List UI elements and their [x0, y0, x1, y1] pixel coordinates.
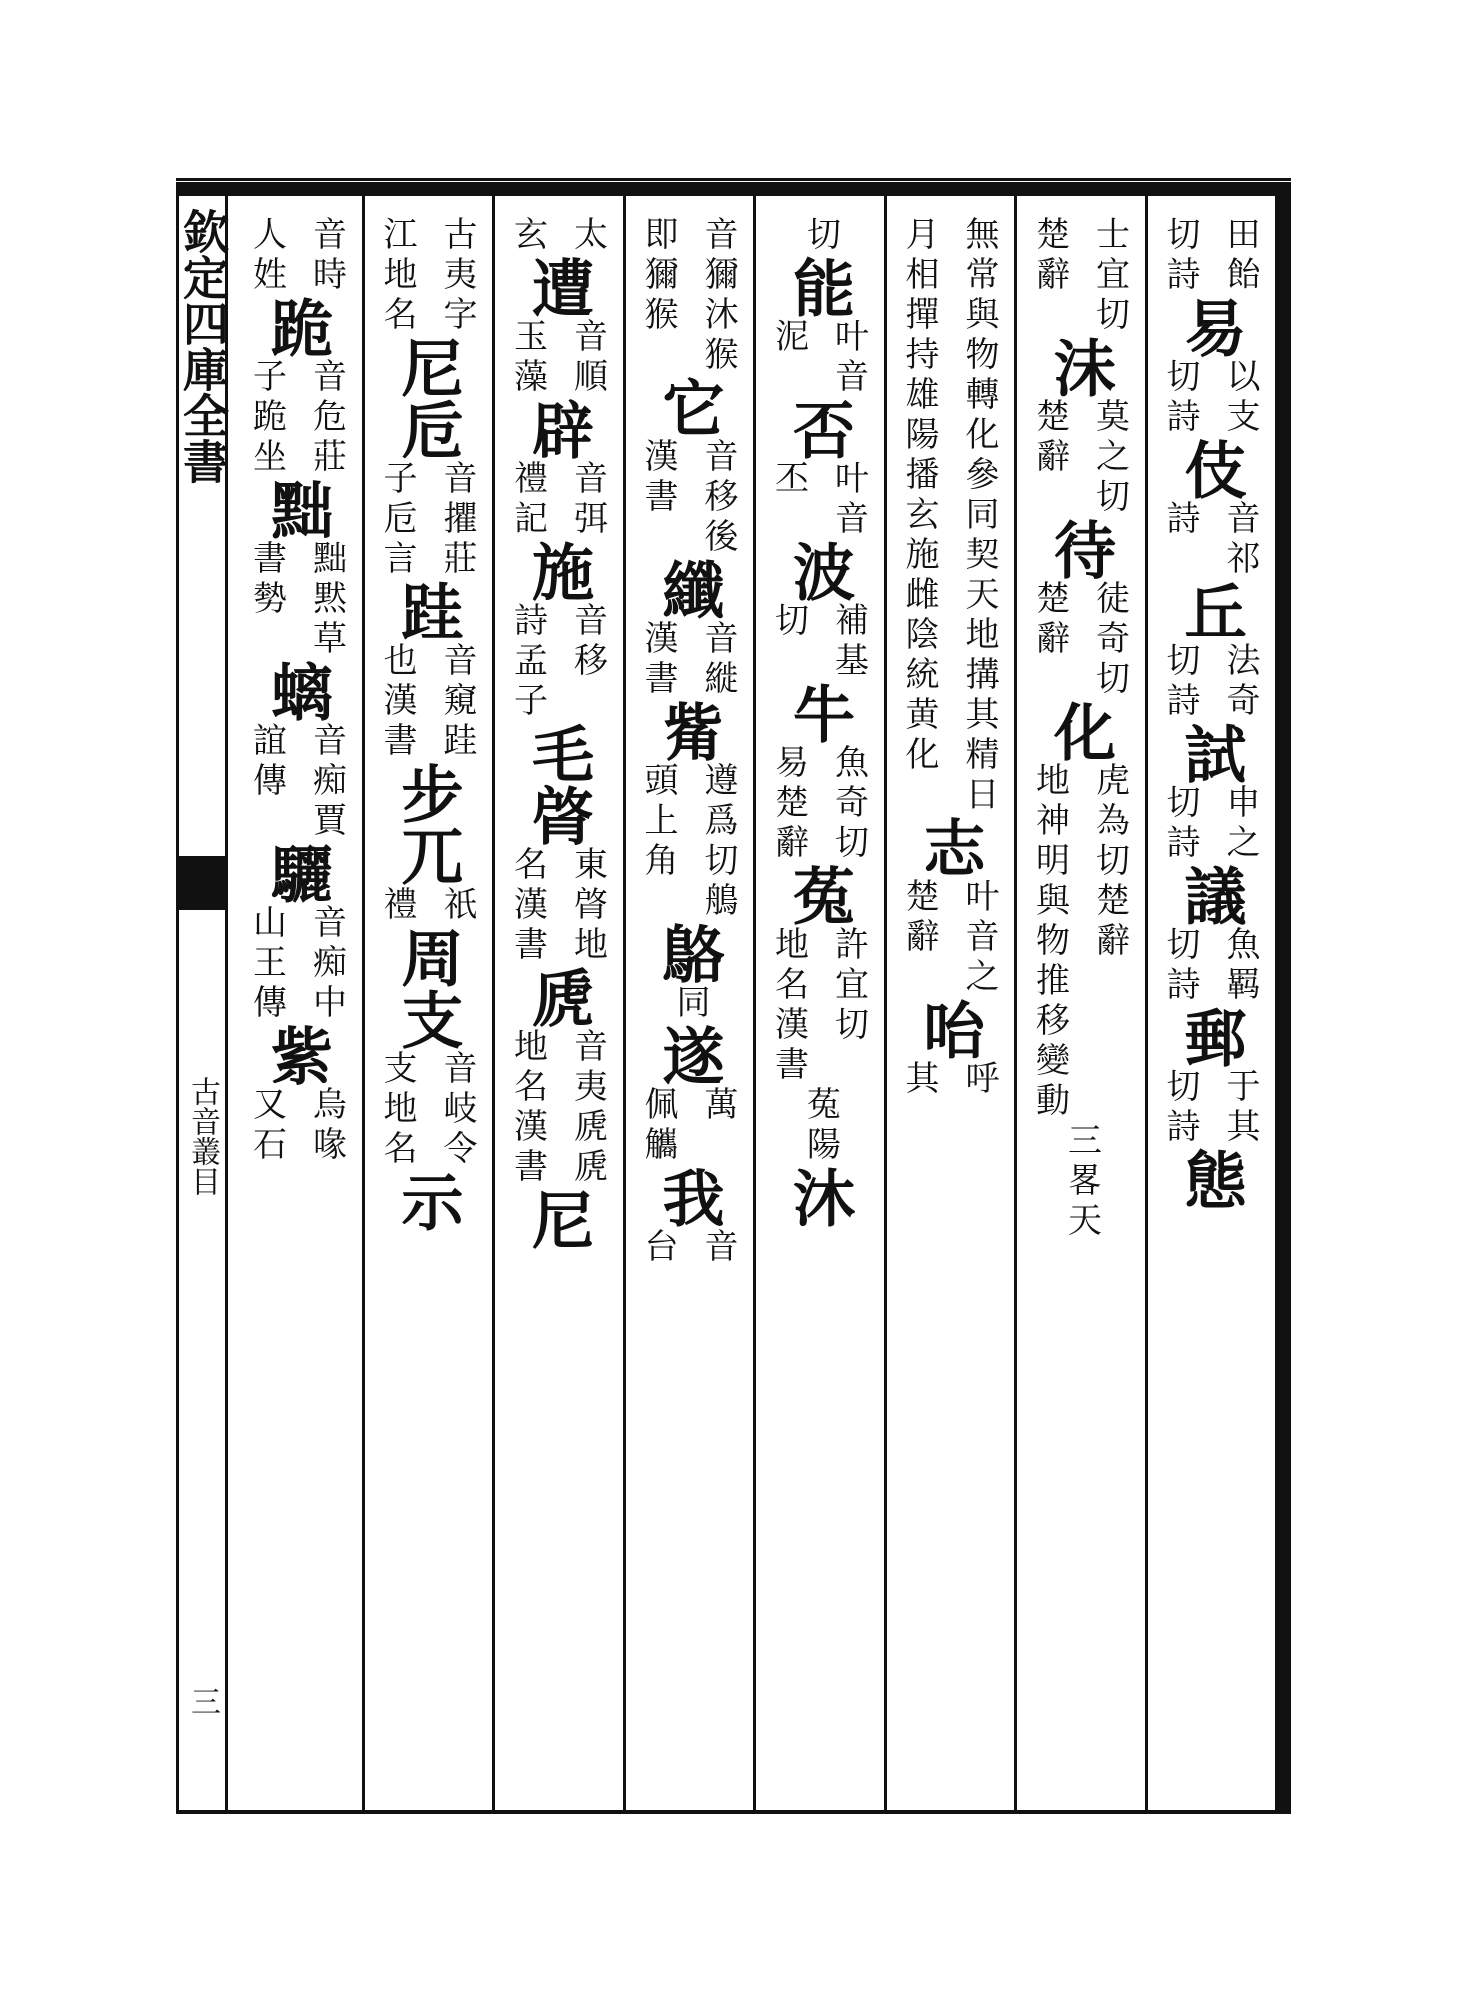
head-character: 虒	[521, 966, 595, 1028]
head-character: 觜	[652, 700, 725, 762]
annotation-pair	[761, 602, 877, 682]
column-content	[1019, 216, 1141, 1796]
head-character: 否	[782, 398, 856, 460]
annotation-right: 申之	[1220, 784, 1260, 864]
head-character: 態	[1174, 1148, 1247, 1210]
head-character: 跬	[391, 580, 464, 642]
annotation-pair	[369, 216, 485, 336]
head-character: 纖	[652, 558, 725, 620]
head-character: 沬	[1043, 336, 1117, 398]
annotation-right: 三畧天	[1061, 1122, 1102, 1242]
top-rule	[176, 178, 1291, 181]
text-column	[492, 196, 623, 1810]
annotation-pair	[630, 1086, 746, 1166]
annotation-pair	[239, 540, 355, 660]
annotation-right: 呼	[959, 1060, 999, 1100]
annotation-pair	[630, 762, 746, 922]
annotation-left: 玉藻	[507, 318, 548, 398]
annotation-left: 書勢	[246, 540, 287, 620]
annotation-right: 魚羁	[1220, 926, 1260, 1006]
fish-tail-mark	[176, 856, 228, 906]
head-character: 試	[1174, 722, 1247, 784]
annotation-left: 子卮言	[377, 460, 417, 580]
annotation-pair	[630, 216, 746, 376]
annotation-pair	[1050, 1122, 1110, 1242]
annotation-left: 易楚辭	[768, 744, 809, 864]
head-character: 黜	[260, 478, 334, 540]
page-margin-strip	[176, 196, 228, 1810]
annotation-left: 名漢書	[507, 846, 548, 966]
annotation-pair	[891, 216, 1007, 816]
annotation-right: 莫之切	[1089, 398, 1130, 518]
annotation-left: 山王傳	[246, 904, 287, 1024]
page-number: 三	[185, 1686, 220, 1716]
annotation-right: 音獮沐猴	[698, 216, 738, 376]
column-content	[888, 216, 1010, 1796]
annotation-left: 切詩	[1160, 642, 1200, 722]
annotation-left: 詩	[1160, 500, 1200, 540]
annotation-pair	[1152, 500, 1268, 580]
annotation-pair	[1152, 784, 1268, 864]
annotation-pair	[239, 904, 355, 1024]
annotation-right: 音移	[567, 602, 608, 682]
head-character: 螭	[260, 660, 334, 722]
annotation-right: 士宜切	[1089, 216, 1130, 336]
annotation-left: 切詩	[1160, 926, 1200, 1006]
annotation-pair	[630, 620, 746, 700]
text-column	[362, 196, 493, 1810]
annotation-pair	[369, 642, 485, 762]
fish-tail-rule	[176, 906, 228, 910]
annotation-pair	[630, 1228, 746, 1268]
annotation-pair	[500, 318, 616, 398]
head-character: 施	[521, 540, 595, 602]
annotation-right: 音祁	[1220, 500, 1260, 580]
annotation-left: 地名漢書	[768, 926, 809, 1086]
head-character: 䏿	[521, 784, 595, 846]
annotation-right: 音痴中	[306, 904, 347, 1024]
annotation-right: 古夷字	[437, 216, 477, 336]
annotation-left: 禮記	[507, 460, 548, 540]
annotation-pair	[761, 744, 877, 864]
annotation-left: 丕	[768, 460, 809, 500]
text-columns	[231, 196, 1275, 1810]
column-content	[366, 216, 488, 1796]
annotation-left: 楚辭	[899, 878, 939, 958]
text-column	[231, 196, 362, 1810]
annotation-right: 虎為切楚辭	[1089, 762, 1130, 962]
annotation-pair	[239, 358, 355, 478]
column-content	[236, 216, 358, 1796]
head-character: 我	[652, 1166, 725, 1228]
annotation-right: 菟陽	[800, 1086, 841, 1166]
head-character: 菟	[782, 864, 856, 926]
head-character: 紫	[260, 1024, 334, 1086]
annotation-right: 于其	[1220, 1068, 1260, 1148]
annotation-pair	[1152, 358, 1268, 438]
annotation-right: 音夷虒虒	[567, 1028, 608, 1188]
annotation-pair	[789, 216, 849, 256]
annotation-pair	[500, 460, 616, 540]
annotation-right: 同	[670, 984, 710, 1024]
annotation-pair	[239, 1086, 355, 1166]
annotation-pair	[1152, 642, 1268, 722]
annotation-left: 又石	[246, 1086, 287, 1166]
annotation-left: 漢書	[638, 438, 678, 518]
head-character: 波	[782, 540, 856, 602]
annotation-left: 泥	[768, 318, 809, 358]
column-content	[758, 216, 880, 1796]
annotation-pair	[761, 926, 877, 1086]
head-character: 遭	[521, 256, 595, 318]
text-column	[884, 196, 1015, 1810]
annotation-pair	[891, 878, 1007, 998]
annotation-right: 叶音之	[959, 878, 999, 998]
annotation-right: 法奇	[1220, 642, 1260, 722]
column-content	[627, 216, 749, 1796]
annotation-pair	[369, 886, 485, 926]
annotation-left: 切詩	[1160, 216, 1200, 296]
annotation-right: 無常與物轉化參同契天地搆其精日	[959, 216, 999, 816]
section-title: 古音叢目	[185, 1076, 220, 1196]
annotation-pair	[500, 846, 616, 966]
head-character: 尼	[391, 336, 464, 398]
annotation-left: 楚辭	[1029, 216, 1070, 296]
annotation-right: 魚奇切	[828, 744, 869, 864]
head-character: 它	[652, 376, 725, 438]
annotation-pair	[789, 1086, 849, 1166]
annotation-right: 音弭	[567, 460, 608, 540]
annotation-pair	[500, 602, 616, 722]
head-character: 化	[1043, 700, 1117, 762]
head-character: 郵	[1174, 1006, 1247, 1068]
annotation-left: 人姓	[246, 216, 287, 296]
head-character: 卮	[391, 398, 464, 460]
annotation-left: 江地名	[377, 216, 417, 336]
head-character: 易	[1174, 296, 1247, 358]
annotation-right: 音	[698, 1228, 738, 1268]
annotation-right: 田飴	[1220, 216, 1260, 296]
head-character: 遂	[652, 1024, 725, 1086]
annotation-right: 補基	[828, 602, 869, 682]
annotation-pair	[1022, 762, 1138, 1122]
head-character: 示	[391, 1170, 464, 1232]
annotation-left: 也漢書	[377, 642, 417, 762]
annotation-pair	[1152, 926, 1268, 1006]
head-character: 議	[1174, 864, 1247, 926]
annotation-right: 音窺跬	[437, 642, 477, 762]
head-character: 丘	[1174, 580, 1247, 642]
annotation-pair	[1152, 1068, 1268, 1148]
annotation-pair	[761, 460, 877, 540]
annotation-right: 音時	[306, 216, 347, 296]
annotation-pair	[761, 318, 877, 398]
annotation-pair	[369, 1050, 485, 1170]
annotation-pair	[1022, 580, 1138, 700]
annotation-pair	[500, 1028, 616, 1188]
annotation-left: 誼傳	[246, 722, 287, 802]
column-content	[1149, 216, 1271, 1796]
annotation-left: 切詩	[1160, 1068, 1200, 1148]
column-content	[497, 216, 619, 1796]
annotation-right: 叶音	[828, 460, 869, 540]
annotation-right: 音危莊	[306, 358, 347, 478]
head-character: 牛	[782, 682, 856, 744]
annotation-left: 玄	[507, 216, 548, 256]
head-character: 咍	[913, 998, 986, 1060]
annotation-left: 月相撣持雄陽播玄施雌陰統黄化	[899, 216, 939, 776]
annotation-right: 切	[800, 216, 841, 256]
annotation-left: 即獮猴	[638, 216, 678, 336]
annotation-right: 遵爲切鵃	[698, 762, 738, 922]
head-character: 兀	[391, 824, 464, 886]
annotation-right: 音㩴莊	[437, 460, 477, 580]
annotation-right: 叶音	[828, 318, 869, 398]
annotation-pair	[239, 722, 355, 842]
annotation-left: 漢書	[638, 620, 678, 700]
annotation-left: 台	[638, 1228, 678, 1268]
annotation-pair	[658, 984, 718, 1024]
annotation-pair	[1152, 216, 1268, 296]
annotation-pair	[500, 216, 616, 256]
annotation-right: 徒奇切	[1089, 580, 1130, 700]
annotation-left: 其	[899, 1060, 939, 1100]
annotation-pair	[239, 216, 355, 296]
annotation-left: 切詩	[1160, 784, 1200, 864]
text-column	[753, 196, 884, 1810]
text-column	[1014, 196, 1145, 1810]
head-character: 跪	[260, 296, 334, 358]
annotation-right: 音痴賈	[306, 722, 347, 842]
head-character: 步	[391, 762, 464, 824]
annotation-left: 楚辭	[1029, 398, 1070, 478]
annotation-pair	[369, 460, 485, 580]
annotation-right: 黜黙草	[306, 540, 347, 660]
annotation-pair	[891, 1060, 1007, 1100]
text-column	[623, 196, 754, 1810]
annotation-right: 萬	[698, 1086, 738, 1126]
annotation-left: 地神明與物推移變動	[1029, 762, 1070, 1122]
head-character: 待	[1043, 518, 1117, 580]
annotation-right: 祇	[437, 886, 477, 926]
annotation-right: 太	[567, 216, 608, 256]
annotation-left: 詩孟子	[507, 602, 548, 722]
annotation-pair	[1022, 398, 1138, 518]
annotation-left: 子跪坐	[246, 358, 287, 478]
head-character: 支	[391, 988, 464, 1050]
head-character: 能	[782, 256, 856, 318]
annotation-right: 烏喙	[306, 1086, 347, 1166]
head-character: 辟	[521, 398, 595, 460]
annotation-right: 音順	[567, 318, 608, 398]
head-character: 毛	[521, 722, 595, 784]
annotation-left: 切詩	[1160, 358, 1200, 438]
annotation-left: 楚辭	[1029, 580, 1070, 660]
annotation-right: 音岐令	[437, 1050, 477, 1170]
text-column	[1145, 196, 1276, 1810]
annotation-left: 地名漢書	[507, 1028, 548, 1188]
annotation-pair	[630, 438, 746, 558]
head-character: 伎	[1174, 438, 1247, 500]
annotation-left: 頭上角	[638, 762, 678, 882]
annotation-right: 東䏿地	[567, 846, 608, 966]
annotation-right: 許宜切	[828, 926, 869, 1046]
head-character: 鴼	[652, 922, 725, 984]
head-character: 沐	[782, 1166, 856, 1228]
head-character: 驪	[260, 842, 334, 904]
annotation-pair	[1022, 216, 1138, 336]
head-character: 周	[391, 926, 464, 988]
book-title: 欽定四庫全書	[176, 208, 230, 484]
head-character: 志	[913, 816, 986, 878]
annotation-left: 切	[768, 602, 809, 642]
annotation-left: 佩觿	[638, 1086, 678, 1166]
head-character: 尼	[521, 1188, 595, 1250]
annotation-right: 音縰	[698, 620, 738, 700]
annotation-left: 支地名	[377, 1050, 417, 1170]
annotation-right: 音移後	[698, 438, 738, 558]
annotation-right: 以支	[1220, 358, 1260, 438]
annotation-left: 禮	[377, 886, 417, 926]
